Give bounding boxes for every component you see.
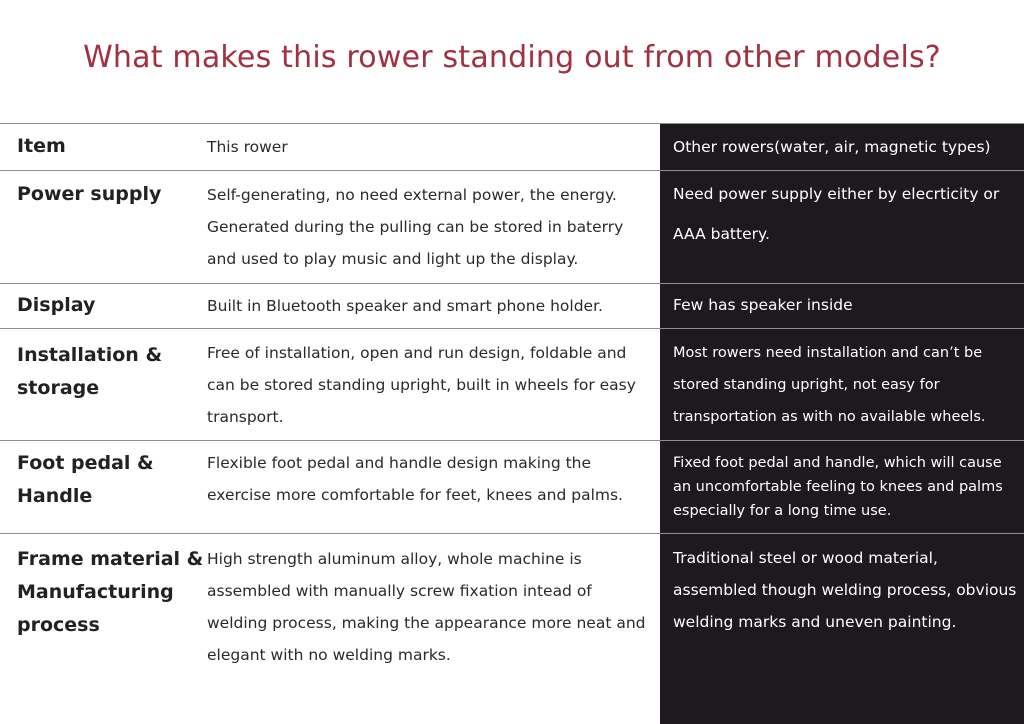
page-title: What makes this rower standing out from other models?	[83, 40, 941, 75]
row-installation-item	[17, 339, 162, 405]
text-line: Self-generating, no need external power, the energy.	[207, 186, 617, 204]
text-line: assembled though welding process, obvious	[673, 581, 1017, 599]
item-line: storage	[17, 377, 100, 399]
row-divider	[0, 328, 1024, 329]
row-foot-pedal-this	[207, 447, 623, 511]
row-frame-material-item	[17, 543, 203, 642]
text-line: Built in Bluetooth speaker and smart phone holder.	[207, 297, 603, 315]
row-frame-material-this	[207, 543, 646, 671]
text-line: AAA battery.	[673, 225, 770, 243]
row-frame-material-other	[673, 542, 1016, 638]
text-line: Flexible foot pedal and handle design making the	[207, 454, 592, 472]
row-installation-other	[673, 337, 986, 433]
item-line: Power supply	[17, 183, 162, 205]
text-line: Traditional steel or wood material,	[673, 549, 938, 567]
item-line: Foot pedal &	[17, 452, 154, 474]
text-line: can be stored standing upright, built in wheels for easy	[207, 376, 636, 394]
row-display-item	[17, 289, 95, 322]
header-item: Item	[17, 135, 66, 157]
row-display-other	[673, 289, 853, 321]
item-line: process	[17, 614, 100, 636]
text-line: Most rowers need installation and can’t be	[673, 345, 983, 361]
text-line: assembled with manually screw fixation intead of	[207, 582, 592, 600]
row-foot-pedal-item	[17, 447, 154, 513]
table-top-rule	[0, 123, 1024, 124]
text-line: Few has speaker inside	[673, 296, 853, 314]
text-line: Fixed foot pedal and handle, which will cause	[673, 455, 1002, 471]
text-line: Need power supply either by elecrticity or	[673, 185, 1000, 203]
row-power-supply-other	[673, 174, 999, 254]
row-display-this	[207, 290, 603, 322]
row-divider	[0, 440, 1024, 441]
text-line: transportation as with no available wheels.	[673, 409, 986, 425]
text-line: especially for a long time use.	[673, 503, 892, 519]
row-installation-this	[207, 337, 636, 433]
row-divider	[0, 533, 1024, 534]
text-line: transport.	[207, 408, 284, 426]
text-line: and used to play music and light up the display.	[207, 250, 579, 268]
row-divider	[0, 283, 1024, 284]
row-power-supply-this	[207, 179, 623, 275]
item-line: Handle	[17, 485, 93, 507]
text-line: welding process, making the appearance more neat and	[207, 614, 646, 632]
row-foot-pedal-other	[673, 451, 1003, 523]
text-line: Free of installation, open and run design, foldable and	[207, 344, 627, 362]
text-line: elegant with no welding marks.	[207, 646, 451, 664]
header-this-rower: This rower	[207, 138, 288, 156]
text-line: exercise more comfortable for feet, knees and palms.	[207, 486, 623, 504]
item-line: Manufacturing	[17, 581, 174, 603]
text-line: stored standing upright, not easy for	[673, 377, 940, 393]
item-line: Frame material &	[17, 548, 204, 570]
row-divider	[0, 170, 1024, 171]
text-line: Generated during the pulling can be stored in baterry	[207, 218, 624, 236]
text-line: High strength aluminum alloy, whole machine is	[207, 550, 582, 568]
row-power-supply-item	[17, 178, 161, 211]
header-other-rowers: Other rowers(water, air, magnetic types)	[673, 138, 991, 156]
text-line: welding marks and uneven painting.	[673, 613, 957, 631]
text-line: an uncomfortable feeling to knees and palms	[673, 479, 1003, 495]
item-line: Installation &	[17, 344, 163, 366]
item-line: Display	[17, 294, 96, 316]
